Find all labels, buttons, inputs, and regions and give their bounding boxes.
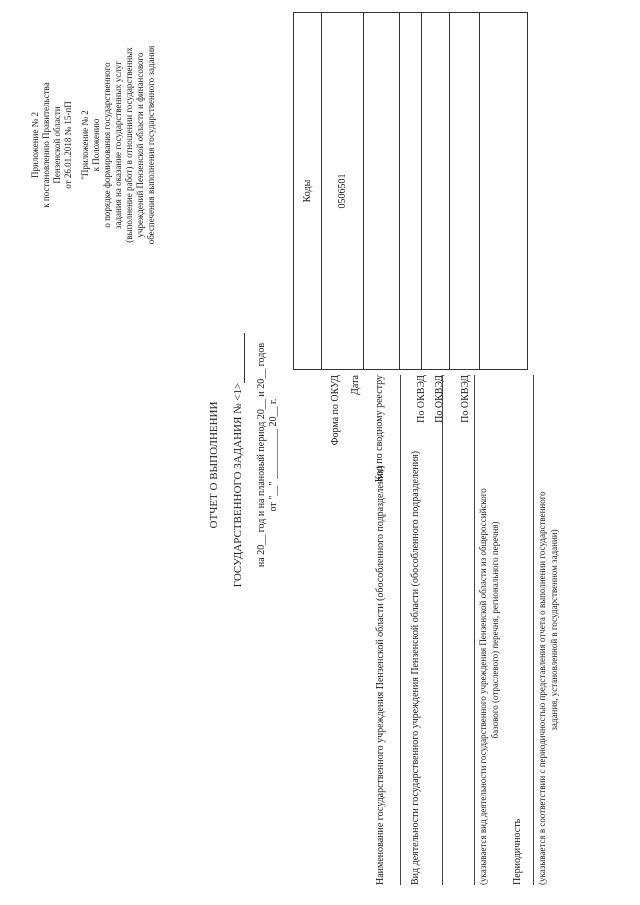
appendix-line: к Положению <box>91 118 101 172</box>
report-title-number <box>232 305 245 615</box>
appendix-line: (выполнение работ) в отношении государственных <box>124 47 134 243</box>
appendix-line: задания на оказание государственных услуг <box>113 60 123 230</box>
report-title: ОТЧЕТ О ВЫПОЛНЕНИИ <box>208 401 220 529</box>
appendix-line: о порядке формирования государственного <box>102 62 112 228</box>
periodicity-note-line: (указывается в соответствии с периодичностью представления отчета о выполнении государственного <box>537 491 547 885</box>
activity-note-line: (указывается вид деятельности государственного учреждения Пензенской области из общероссийского <box>478 488 488 885</box>
institution-name-label: Наименование государственного учреждения Пензенской области (обособленного подразделения) <box>375 465 386 885</box>
field-underline <box>400 375 401 885</box>
okved-label-3: По ОКВЭД <box>460 375 471 423</box>
appendix-line: "Приложение № 2 <box>80 110 90 180</box>
appendix-line: Приложение № 2 <box>30 112 40 178</box>
appendix-line: к постановлению Правительства <box>41 82 51 208</box>
appendix-line: учреждений Пензенской области и финансового <box>135 52 145 238</box>
appendix-line: от 26.01.2018 № 15-пП <box>63 101 73 189</box>
okud-code: 0506501 <box>322 13 364 370</box>
appendix-line: Пензенской области <box>52 106 62 184</box>
appendix-header <box>30 5 157 285</box>
report-title-text: ГОСУДАРСТВЕННОГО ЗАДАНИЯ № <1> <box>232 382 244 588</box>
okved-code-2 <box>450 13 480 370</box>
okud-label: Форма по ОКУД <box>330 375 341 446</box>
periodicity-note-line: задания, установленной в государственном задании) <box>549 529 559 731</box>
date-code <box>364 13 400 370</box>
appendix-line: обеспечения выполнения государственного задания <box>146 45 156 245</box>
periodicity-label: Периодичность <box>512 818 523 885</box>
report-period: на 20__ год и на плановый период 20__ и 20__ годов <box>256 342 267 568</box>
okved-label-2: По ОКВЭД <box>434 375 445 423</box>
report-date: от "__" __________ 20__ г. <box>268 398 279 512</box>
okved-code-1 <box>422 13 450 370</box>
registry-code <box>400 13 422 370</box>
field-underline <box>474 375 475 885</box>
codes-table <box>293 12 528 370</box>
okved-label-1: По ОКВЭД <box>416 375 427 423</box>
okved-code-3 <box>480 13 528 370</box>
codes-header: Коды <box>294 13 322 370</box>
field-underline <box>533 375 534 885</box>
field-underline <box>442 375 443 885</box>
registry-code-label: Код по сводному реестру <box>374 375 385 483</box>
activity-type-label: Вид деятельности государственного учреждения Пензенской области (обособленного подразделения) <box>410 450 421 885</box>
date-label: Дата <box>350 375 361 395</box>
activity-note-line: базового (отраслевого) перечня, регионального перечня) <box>490 521 500 739</box>
